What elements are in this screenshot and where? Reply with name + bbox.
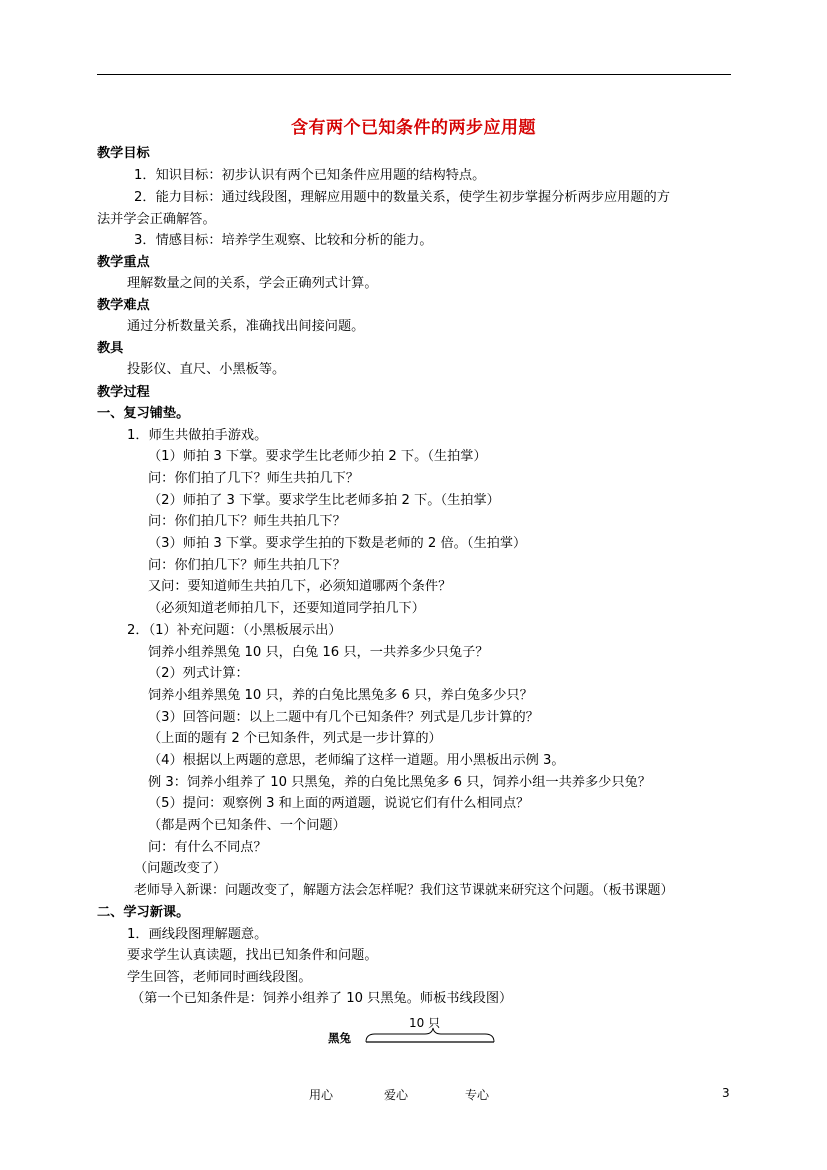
footer-left: 用心 [309,1088,334,1102]
body-line: 饲养小组养黑兔 10 只，白兔 16 只，一共养多少只兔子？ [148,645,489,660]
body-line: 老师导入新课：问题改变了，解题方法会怎样呢？我们这节课就来研究这个问题。（板书课题） [134,883,674,898]
header-rule [97,74,731,75]
body-line: （2）师拍了 3 下掌。要求学生比老师多拍 2 下。（生拍掌） [148,493,500,508]
body-line: 理解数量之间的关系，学会正确列式计算。 [127,276,378,291]
brace [366,1028,494,1042]
section-heading: 二、学习新课。 [97,905,190,920]
body-line: （3）回答问题：以上二题中有几个已知条件？列式是几步计算的？ [148,710,539,725]
section-heading: 教学难点 [97,298,150,313]
footer-right: 专心 [465,1088,490,1102]
body-line: （上面的题有 2 个已知条件，列式是一步计算的） [148,731,442,746]
page-number: 3 [722,1086,730,1100]
body-line: 问：有什么不同点？ [148,840,267,855]
body-line: 1．师生共做拍手游戏。 [127,428,268,443]
body-line: 投影仪、直尺、小黑板等。 [127,362,286,377]
body-line: 通过分析数量关系，准确找出间接问题。 [127,319,365,334]
brace-label: 10 只 [409,1016,441,1030]
section-heading: 一、复习铺垫。 [97,406,190,421]
body-line: 问：你们拍了几下？师生共拍几下？ [148,471,359,486]
body-line: 2．能力目标：通过线段图，理解应用题中的数量关系，使学生初步掌握分析两步应用题的方 [134,190,670,205]
body-line: （3）师拍 3 下掌。要求学生拍的下数是老师的 2 倍。（生拍掌） [148,536,527,551]
body-line: （1）师拍 3 下掌。要求学生比老师少拍 2 下。（生拍掌） [148,449,487,464]
document-title: 含有两个已知条件的两步应用题 [291,118,536,138]
section-heading: 教学过程 [97,385,150,400]
body-line: 学生回答，老师同时画线段图。 [127,970,312,985]
line-segment-diagram [325,1014,505,1050]
body-line: 1．知识目标：初步认识有两个已知条件应用题的结构特点。 [134,168,486,183]
section-heading: 教具 [97,341,124,356]
body-line: （第一个已知条件是：饲养小组养了 10 只黑兔。师板书线段图） [131,991,513,1006]
body-line: （都是两个已知条件、一个问题） [148,818,346,833]
section-heading: 教学重点 [97,255,150,270]
body-line: 饲养小组养黑兔 10 只，养的白兔比黑兔多 6 只，养白兔多少只？ [148,688,533,703]
footer-middle: 爱心 [384,1088,409,1102]
body-line: 问：你们拍几下？师生共拍几下？ [148,514,346,529]
body-line: （4）根据以上两题的意思，老师编了这样一道题。用小黑板出示例 3。 [148,753,565,768]
body-line: 3．情感目标：培养学生观察、比较和分析的能力。 [134,233,433,248]
body-line: （5）提问：观察例 3 和上面的两道题，说说它们有什么相同点？ [148,796,530,811]
diagram-label: 黑兔 [328,1031,351,1045]
section-heading: 教学目标 [97,146,150,161]
body-line: 要求学生认真读题，找出已知条件和问题。 [127,948,378,963]
body-line: （问题改变了） [134,861,227,876]
body-line: 2．（1）补充问题：（小黑板展示出） [127,623,342,638]
body-line: 又问：要知道师生共拍几下，必须知道哪两个条件？ [148,579,452,594]
body-line: 法并学会正确解答。 [97,212,216,227]
body-line: 问：你们拍几下？师生共拍几下？ [148,558,346,573]
body-line: （必须知道老师拍几下，还要知道同学拍几下） [148,601,425,616]
body-line: 例 3：饲养小组养了 10 只黑兔，养的白兔比黑兔多 6 只，饲养小组一共养多少只兔？ [148,775,651,790]
body-line: （2）列式计算： [148,666,249,681]
body-line: 1．画线段图理解题意。 [127,927,268,942]
